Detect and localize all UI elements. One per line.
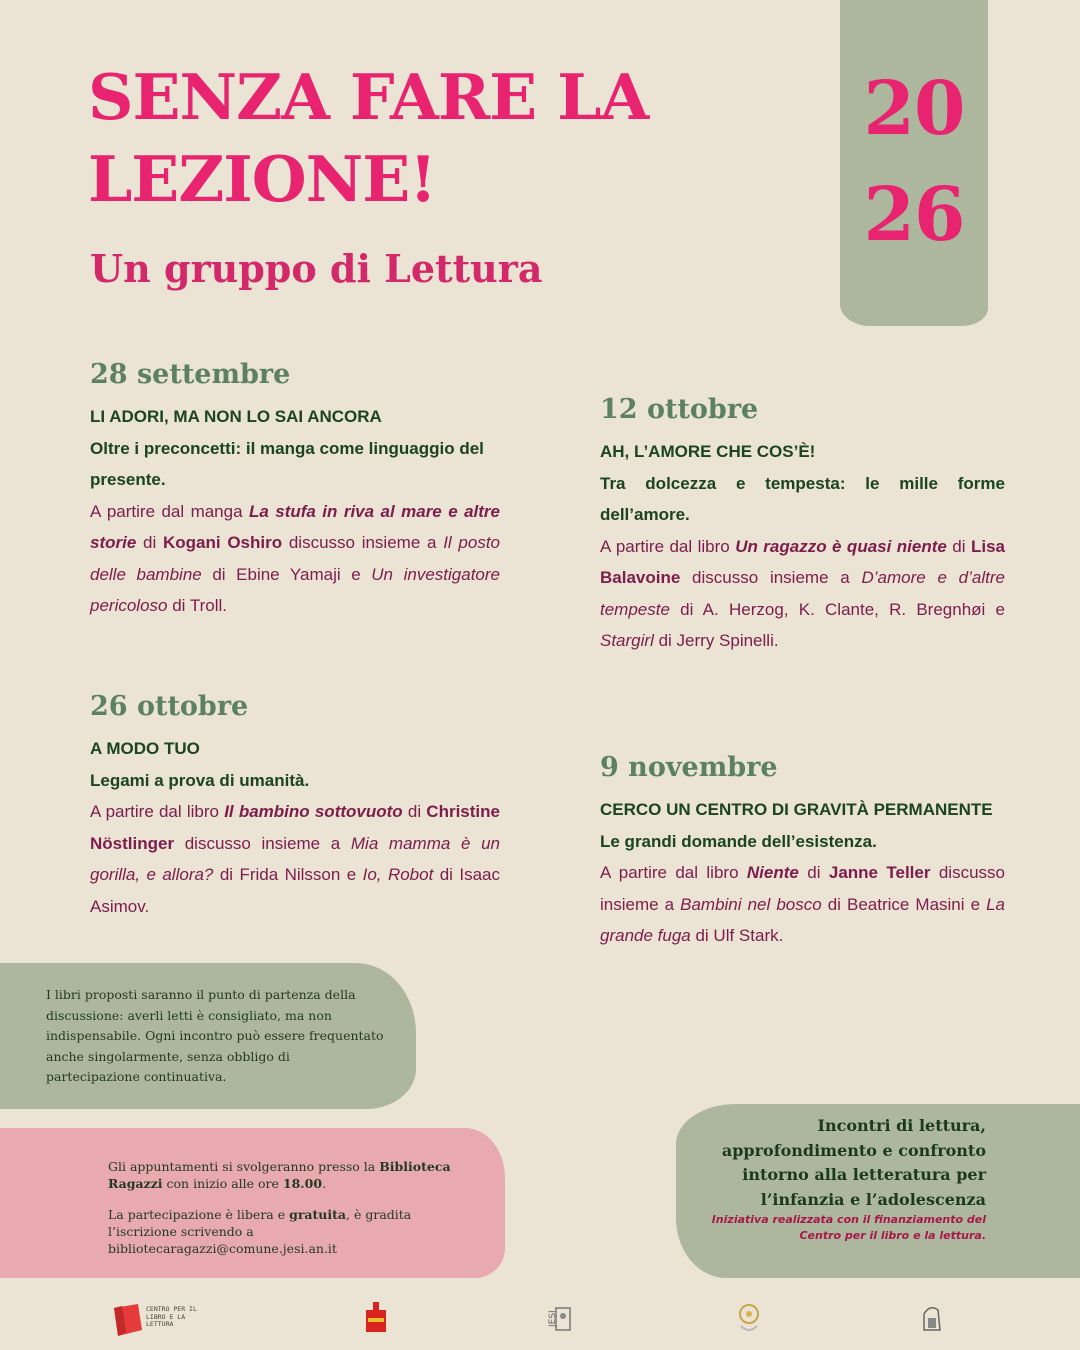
event-card — [600, 392, 1005, 657]
event-card — [600, 750, 1005, 952]
event-book: Niente — [746, 863, 799, 882]
event-description: A partire dal libro Il bambino sottovuoto di Christine Nöstlinger discusso insieme a Mia mamma è un gorilla, e allora? di Frida Nilsson e Io, Robot di Isaac Asimov. — [90, 802, 501, 916]
year-badge — [840, 0, 988, 326]
cepell-logo-text: CENTRO PER IL LIBRO E LA LETTURA — [146, 1306, 197, 1328]
library-logo — [916, 1300, 948, 1340]
registration-info: La partecipazione è libera e gratuita, è gradita l’iscrizione scrivendo a bibliotecaragazzi@comune.jesi.an.it — [108, 1207, 412, 1256]
event-card — [90, 689, 500, 922]
funding-credit: Iniziativa realizzata con il finanziamento del Centro per il libro e la lettura. — [711, 1213, 986, 1242]
event-tagline: Legami a prova di umanità. — [90, 770, 310, 790]
cepell-logo — [112, 1300, 212, 1340]
event-tagline: Le grandi domande dell’esistenza. — [600, 831, 877, 851]
venue-info: Gli appuntamenti si svolgeranno presso la Biblioteca Ragazzi con inizio alle ore 18.00. — [108, 1159, 451, 1191]
event-author: Kogani Oshiro — [162, 533, 283, 552]
event-author: Lisa Balavoine — [600, 536, 1005, 587]
event-book: La stufa in riva al mare e altre storie — [90, 501, 500, 552]
event-title: CERCO UN CENTRO DI GRAVITÀ PERMANENTE — [600, 800, 993, 819]
event-author: Janne Teller — [828, 863, 931, 882]
event-date: 26 ottobre — [90, 691, 249, 722]
event-tagline: Tra dolcezza e tempesta: le mille forme dell’amore. — [600, 473, 1005, 524]
page-subtitle: Un gruppo di Lettura — [90, 246, 543, 291]
jesi-logo-text: JESI — [548, 1310, 558, 1327]
year-top: 20 — [863, 66, 965, 152]
event-title: A MODO TUO — [90, 739, 200, 758]
crest-logo — [733, 1300, 765, 1340]
event-book: Un ragazzo è quasi niente — [735, 536, 947, 556]
event-book: Il bambino sottovuoto — [224, 802, 403, 821]
event-date: 12 ottobre — [600, 394, 759, 425]
page-title: SENZA FARE LA LEZIONE! — [88, 60, 649, 216]
event-date: 9 novembre — [600, 752, 778, 783]
event-description: A partire dal libro Un ragazzo è quasi niente di Lisa Balavoine discusso insieme a D’amore e d’altre tempeste di A. Herzog, K. Clante, R. Bregnhøi e Stargirl di Jerry Spinelli. — [600, 536, 1005, 650]
event-title: AH, L’AMORE CHE COS’È! — [600, 442, 816, 461]
event-date: 28 settembre — [90, 359, 291, 390]
event-author: Christine Nöstlinger — [90, 802, 500, 853]
event-description: A partire dal libro Niente di Janne Teller discusso insieme a Bambini nel bosco di Beatrice Masini e La grande fuga di Ulf Stark. — [600, 863, 1005, 945]
event-card — [90, 357, 500, 622]
note-text: I libri proposti saranno il punto di partenza della discussione: averli letti è consigliato, ma non indispensabile. Ogni incontro può essere frequentato anche singolarmente, senza obbligo di partecipazione continuativa. — [46, 987, 384, 1084]
jesi-logo — [540, 1300, 574, 1340]
promo-text: Incontri di lettura, approfondimento e confronto intorno alla letteratura per l’infanzia e l’adolescenza — [721, 1116, 986, 1209]
city-badge-logo — [362, 1300, 390, 1340]
event-tagline: Oltre i preconcetti: il manga come linguaggio del presente. — [90, 438, 484, 489]
info-text — [108, 1158, 468, 1271]
event-description: A partire dal manga La stufa in riva al mare e altre storie di Kogani Oshiro discusso insieme a Il posto delle bambine di Ebine Yamaji e Un investigatore pericoloso di Troll. — [90, 501, 500, 615]
year-bottom: 26 — [863, 172, 965, 258]
event-title: LI ADORI, MA NON LO SAI ANCORA — [90, 407, 382, 426]
